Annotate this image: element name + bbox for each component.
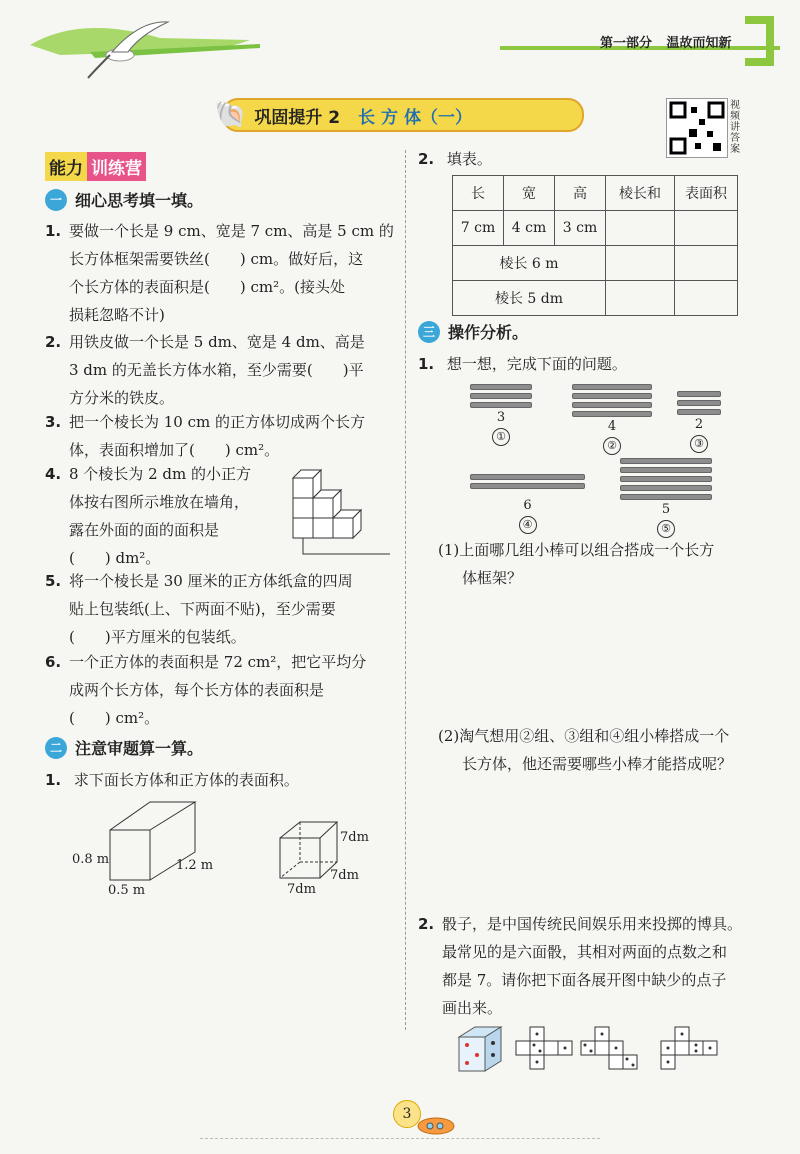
dice-net-2 bbox=[581, 1027, 637, 1069]
cube-edge-a: 7dm bbox=[340, 830, 369, 845]
right-q1-num: 1. bbox=[418, 355, 435, 373]
stacked-cubes-figure bbox=[285, 462, 395, 562]
cuboid-height: 0.8 m bbox=[72, 852, 110, 867]
shell-icon: 🐚 bbox=[214, 100, 247, 130]
right-q1 bbox=[418, 350, 627, 378]
section-label: 第一部分 bbox=[600, 36, 653, 51]
left-q2-num: 2. bbox=[45, 333, 62, 351]
section-title: 温故而知新 bbox=[666, 36, 732, 51]
stick-group-4 bbox=[470, 474, 585, 534]
left-q6-num: 6. bbox=[45, 653, 62, 671]
section3-title: 操作分析。 bbox=[448, 323, 529, 342]
dice-figures bbox=[455, 1025, 735, 1085]
qr-label: 视频讲答案 bbox=[730, 100, 740, 155]
stick-group-3 bbox=[677, 391, 721, 453]
left-q2-line: 方分米的铁皮。 bbox=[69, 389, 175, 407]
left-q6-line: ( ) cm²。 bbox=[69, 709, 160, 727]
left-q5-num: 5. bbox=[45, 572, 62, 590]
group-mark: ① bbox=[492, 428, 510, 446]
right-q2-text: 填表。 bbox=[446, 150, 492, 168]
badge-b: 训练营 bbox=[87, 152, 146, 181]
left-q7-num: 1. bbox=[45, 771, 62, 789]
left-q6-line: 成两个长方体，每个长方体的表面积是 bbox=[69, 681, 325, 699]
header-band bbox=[0, 0, 800, 70]
section3-head bbox=[418, 320, 528, 343]
qr-icon bbox=[667, 99, 727, 157]
table-cell-blank[interactable] bbox=[606, 281, 675, 316]
cube-edge-b: 7dm bbox=[330, 868, 359, 883]
fill-table bbox=[452, 175, 738, 316]
qr-code[interactable] bbox=[666, 98, 728, 158]
table-cell: 3 cm bbox=[555, 211, 606, 246]
cuboid-length: 1.2 m bbox=[176, 858, 214, 873]
left-q6-line: 一个正方体的表面积是 72 cm²，把它平均分 bbox=[69, 653, 367, 671]
left-q3-line: 把一个棱长为 10 cm 的正方体切成两个长方 bbox=[69, 413, 366, 431]
table-cell: 4 cm bbox=[504, 211, 555, 246]
group-mark: ③ bbox=[690, 435, 708, 453]
stick-group-5 bbox=[620, 458, 712, 538]
footer-dashed-line bbox=[200, 1138, 600, 1139]
title-topic: 长 方 体（一） bbox=[358, 107, 472, 128]
left-q1 bbox=[45, 217, 395, 324]
submarine-icon bbox=[414, 1112, 458, 1136]
column-divider bbox=[405, 150, 406, 1030]
table-cell: 棱长 5 dm bbox=[453, 281, 606, 316]
right-q2-line: 画出来。 bbox=[442, 999, 503, 1017]
cuboid-width: 0.5 m bbox=[108, 883, 146, 898]
left-q1-line: 要做一个长是 9 cm、宽是 7 cm、高是 5 cm 的 bbox=[69, 222, 394, 240]
title-banner bbox=[214, 98, 584, 132]
right-q2-num: 2. bbox=[418, 150, 435, 168]
group-count: 5 bbox=[661, 502, 671, 517]
page-number: 3 bbox=[393, 1100, 421, 1128]
section3-num: 三 bbox=[418, 321, 440, 343]
left-q4-line: 体按右图所示堆放在墙角， bbox=[69, 493, 250, 511]
left-q7 bbox=[45, 766, 395, 794]
right-sub2-line: (2)淘气想用②组、③组和④组小棒搭成一个 bbox=[438, 727, 730, 745]
left-q1-line: 损耗忽略不计) bbox=[69, 306, 165, 324]
table-header: 高 bbox=[555, 176, 606, 211]
table-cell-blank[interactable] bbox=[606, 246, 675, 281]
left-q2-line: 3 dm 的无盖长方体水箱，至少需要( )平 bbox=[69, 361, 364, 379]
left-q2-line: 用铁皮做一个长是 5 dm、宽是 4 dm、高是 bbox=[69, 333, 365, 351]
table-cell: 7 cm bbox=[453, 211, 504, 246]
right-sub1-line: (1)上面哪几组小棒可以组合搭成一个长方 bbox=[438, 541, 715, 559]
table-row bbox=[453, 246, 738, 281]
group-mark: ⑤ bbox=[657, 520, 675, 538]
left-q4-line: 露在外面的面的面积是 bbox=[69, 521, 220, 539]
left-q5-line: 将一个棱长是 30 厘米的正方体纸盒的四周 bbox=[69, 572, 353, 590]
table-cell-blank[interactable] bbox=[675, 246, 738, 281]
left-q1-num: 1. bbox=[45, 222, 62, 240]
right-q2-line: 最常见的是六面骰，其相对两面的点数之和 bbox=[442, 943, 728, 961]
group-mark: ④ bbox=[519, 516, 537, 534]
table-header: 棱长和 bbox=[606, 176, 675, 211]
left-q4-num: 4. bbox=[45, 465, 62, 483]
right-q2-line: 都是 7。请你把下面各展开图中缺少的点子 bbox=[442, 971, 727, 989]
group-count: 3 bbox=[496, 410, 506, 425]
title-main: 巩固提升 2 bbox=[254, 107, 341, 128]
group-count: 6 bbox=[523, 498, 532, 513]
section2-title: 注意审题算一算。 bbox=[75, 739, 204, 758]
ability-badge bbox=[45, 152, 146, 181]
right-q2 bbox=[418, 910, 788, 1017]
right-q2-num2: 2. bbox=[418, 915, 435, 933]
right-sub1-line: 体框架？ bbox=[462, 569, 523, 587]
left-q3-num: 3. bbox=[45, 413, 62, 431]
table-row bbox=[453, 176, 738, 211]
section2-head bbox=[45, 736, 203, 759]
group-mark: ② bbox=[603, 437, 621, 455]
group-count: 4 bbox=[607, 419, 617, 434]
stick-group-2 bbox=[572, 384, 652, 455]
right-sub2-line: 长方体，他还需要哪些小棒才能搭成呢？ bbox=[462, 755, 733, 773]
right-q2-head bbox=[418, 145, 492, 173]
left-q4-line: 8 个棱长为 2 dm 的小正方 bbox=[69, 465, 251, 483]
left-q2 bbox=[45, 328, 395, 407]
table-cell: 棱长 6 m bbox=[453, 246, 606, 281]
left-q3-line: 体，表面积增加了( ) cm²。 bbox=[69, 441, 280, 459]
left-q5-line: ( )平方厘米的包装纸。 bbox=[69, 628, 246, 646]
table-row bbox=[453, 211, 738, 246]
badge-a: 能力 bbox=[45, 152, 87, 181]
left-q4-line: ( ) dm²。 bbox=[69, 549, 161, 567]
left-q3 bbox=[45, 408, 395, 459]
left-q6 bbox=[45, 648, 395, 727]
right-q2-line: 骰子，是中国传统民间娱乐用来投掷的博具。 bbox=[442, 915, 743, 933]
section1-title: 细心思考填一填。 bbox=[75, 191, 204, 210]
right-sub2 bbox=[438, 722, 768, 778]
table-row bbox=[453, 281, 738, 316]
section2-num: 二 bbox=[45, 737, 67, 759]
stick-group-1 bbox=[470, 384, 532, 446]
left-q5 bbox=[45, 567, 395, 646]
table-header: 宽 bbox=[504, 176, 555, 211]
left-q1-line: 个长方体的表面积是( ) cm²。(接头处 bbox=[69, 278, 345, 296]
left-q1-line: 长方体框架需要铁丝( ) cm。做好后，这 bbox=[69, 250, 364, 268]
right-sub1 bbox=[438, 536, 768, 592]
table-cell-blank[interactable] bbox=[675, 211, 738, 246]
table-cell-blank[interactable] bbox=[606, 211, 675, 246]
section1-head bbox=[45, 188, 203, 211]
table-cell-blank[interactable] bbox=[675, 281, 738, 316]
table-header: 长 bbox=[453, 176, 504, 211]
right-q1-text: 想一想，完成下面的问题。 bbox=[446, 355, 627, 373]
left-q5-line: 贴上包装纸(上、下两面不贴)，至少需要 bbox=[69, 600, 336, 618]
cube-edge-c: 7dm bbox=[287, 882, 316, 897]
dice-icon bbox=[459, 1027, 501, 1071]
group-count: 2 bbox=[694, 417, 704, 432]
left-q7-text: 求下面长方体和正方体的表面积。 bbox=[73, 771, 299, 789]
table-header: 表面积 bbox=[675, 176, 738, 211]
section1-num: 一 bbox=[45, 189, 67, 211]
